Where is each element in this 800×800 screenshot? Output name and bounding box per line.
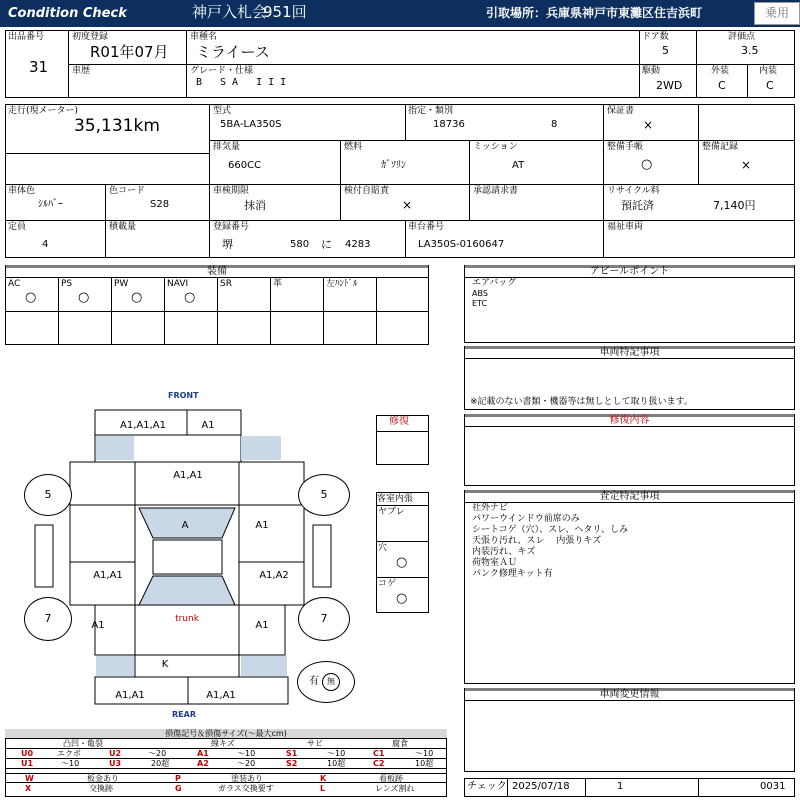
tire-front-right <box>298 474 350 516</box>
equip-label-ps: PS <box>61 279 73 289</box>
legend-desc-u3: 20超 <box>151 759 170 768</box>
auction-name: 神戸入札会 <box>192 3 268 21</box>
legend-cat-dent: 凸凹・亀裂 <box>63 739 103 748</box>
damage-left-front-door: A1,A1 <box>93 570 123 581</box>
legend-code-c2: C2 <box>373 759 385 768</box>
legend-mark-g-desc: ガラス交換要す <box>218 784 274 793</box>
pickup-location: 引取場所：兵庫県神戸市東灘区住吉浜町 <box>486 6 703 20</box>
spare-tire-mark-value: 無 <box>327 677 335 686</box>
repair-title: 修復 <box>389 416 409 427</box>
claim-label: 承認請求書 <box>473 186 519 196</box>
damage-roof: A <box>181 520 189 531</box>
equip-value-navi: ○ <box>184 290 196 305</box>
seats-value: 4 <box>42 239 49 250</box>
exterior-label: 外装 <box>711 66 730 76</box>
front-label: FRONT <box>168 391 199 400</box>
legend-code-u1: U1 <box>21 759 34 768</box>
doors-label: ドア数 <box>642 32 669 42</box>
assessment-line-5: 内装汚れ、キズ <box>472 547 536 557</box>
legend-desc-s1: 〜10 <box>327 749 346 758</box>
legend-desc-u0: エクボ <box>57 749 81 758</box>
special-note: ※記載のない書類・機器等は無しとして取り扱います。 <box>470 397 693 407</box>
damage-bonnet: A1,A1 <box>173 470 203 481</box>
legend-desc-a1: 〜10 <box>237 749 256 758</box>
legend-desc-u1: 〜10 <box>61 759 80 768</box>
grade-label: グレード・仕様 <box>190 66 254 76</box>
color-code-label: 色コード <box>109 186 146 196</box>
check-page: 1 <box>617 781 624 792</box>
special-title: 車両特記事項 <box>599 347 660 358</box>
legend-desc-c1: 〜10 <box>415 749 434 758</box>
exterior-grade: C <box>718 79 726 92</box>
recycle-label: リサイクル料 <box>607 186 660 196</box>
damage-front-left: A1,A1,A1 <box>120 420 166 431</box>
check-label: チェック <box>467 781 507 792</box>
plate-class: 580 <box>290 239 310 250</box>
tire-rear-right <box>298 597 350 641</box>
interior-hole-value: ○ <box>396 555 408 570</box>
model-name-label: 車種名 <box>190 32 218 42</box>
legend-desc-c2: 10超 <box>415 759 434 768</box>
repair-detail-title: 修復内容 <box>609 415 650 426</box>
legend-mark-p: P <box>175 774 181 783</box>
drive-label: 駆動 <box>642 66 661 76</box>
tire-front-left <box>24 474 72 516</box>
interior-burn-value: ○ <box>396 591 408 606</box>
assessment-title: 査定特記事項 <box>599 491 660 502</box>
fuel-value: ｶﾞｿﾘﾝ <box>381 160 406 171</box>
legend-mark-w-desc: 板金あり <box>87 774 119 783</box>
legend-code-s2: S2 <box>286 759 298 768</box>
displacement-value: 660CC <box>228 160 262 171</box>
legend-title-row <box>5 729 447 739</box>
damage-rear-center: K <box>161 659 169 670</box>
tire-rear-left-value: 7 <box>44 612 52 625</box>
color-code: S28 <box>150 199 170 210</box>
legend <box>5 729 447 797</box>
legend-code-u2: U2 <box>109 749 122 758</box>
damage-right-front-door: A1 <box>255 520 269 531</box>
evaluation-score: 3.5 <box>741 44 759 57</box>
equip-label-ac: AC <box>8 279 21 289</box>
score-label: 評価点 <box>728 32 756 42</box>
interior-title: 客室内張 <box>377 494 414 504</box>
insurance-value: × <box>402 198 413 212</box>
equip-value-pw: ○ <box>131 290 143 305</box>
seats-label: 定員 <box>8 222 27 232</box>
warranty-value: × <box>643 118 654 132</box>
legend-code-u0: U0 <box>21 749 34 758</box>
plate-number: 4283 <box>345 239 371 250</box>
check-date: 2025/07/18 <box>512 781 570 792</box>
legend-desc-u2: 〜20 <box>148 749 167 758</box>
fuel-label: 燃料 <box>344 142 363 152</box>
welfare-label: 福祉車両 <box>607 222 644 232</box>
legend-title: 損傷記号＆損傷サイズ(〜最大cm) <box>165 729 287 738</box>
spare-tire-label: 有 <box>309 676 319 687</box>
legend-desc-s2: 10超 <box>327 759 346 768</box>
plate-label: 登録番号 <box>213 222 250 232</box>
equipment-title: 装備 <box>207 266 227 277</box>
legend-cat-rust: サビ <box>307 739 323 748</box>
type-number: 18736 <box>433 119 465 130</box>
interior-grade: C <box>766 79 774 92</box>
category-label: 乗用 <box>764 6 789 20</box>
assessment-line-7: パンク修理キット有 <box>472 569 553 579</box>
legend-mark-p-desc: 塗装あり <box>231 774 263 783</box>
tire-rear-left <box>24 597 72 641</box>
model-name: ミライース <box>196 43 270 61</box>
recycle-amount: 7,140円 <box>713 199 756 212</box>
color-label: 車体色 <box>8 186 36 196</box>
equip-value-ac: ○ <box>25 290 37 305</box>
model-code-label: 型式 <box>213 106 232 116</box>
legend-code-s1: S1 <box>286 749 298 758</box>
damage-rear-left: A1,A1 <box>115 690 145 701</box>
first-registration: R01年07月 <box>90 43 169 61</box>
mileage-label: 走行(現メーター) <box>8 106 79 116</box>
change-box <box>464 700 795 772</box>
rear-label: REAR <box>172 710 196 719</box>
check-number: 0031 <box>760 781 786 792</box>
chassis-label: 車台番号 <box>408 222 445 232</box>
plate-area: 堺 <box>222 238 233 251</box>
body-color: ｼﾙﾊﾞｰ <box>38 199 63 210</box>
inspection-label: 車検期限 <box>213 186 250 196</box>
interior-label: 内装 <box>759 66 778 76</box>
appeal-line-1: エアバッグ <box>472 278 517 288</box>
assessment-line-4: 天張り汚れ、スレ 内張りキズ <box>472 536 602 546</box>
interior-hole-label: 穴 <box>378 543 388 553</box>
spare-tire-mark <box>322 673 340 691</box>
manual-value: ○ <box>641 157 653 172</box>
legend-mark-g: G <box>175 784 182 793</box>
legend-code-c1: C1 <box>373 749 385 758</box>
lot-label: 出品番号 <box>8 32 45 42</box>
damage-left-rear: A1 <box>91 620 105 631</box>
session-number: 951回 <box>263 3 307 21</box>
load-label: 積載量 <box>109 222 137 232</box>
damage-front-right: A1 <box>201 420 215 431</box>
equip-value-ps: ○ <box>78 290 90 305</box>
assessment-line-2: パワーウインドウ前席のみ <box>472 514 580 524</box>
transmission-value: AT <box>512 160 525 171</box>
displacement-label: 排気量 <box>213 142 241 152</box>
legend-mark-l-desc: レンズ割れ <box>375 784 415 793</box>
door-count: 5 <box>662 44 669 57</box>
interior-tear-label: ヤブレ <box>378 507 405 517</box>
lot-number: 31 <box>29 58 49 76</box>
transmission-label: ミッション <box>473 142 518 152</box>
damage-rear-right: A1,A1 <box>206 690 236 701</box>
record-value: × <box>741 158 752 172</box>
legend-mark-w: W <box>25 774 34 783</box>
equip-label-sr: SR <box>220 279 232 289</box>
change-title: 車両変更情報 <box>599 689 660 700</box>
brand-title: Condition Check <box>8 6 127 21</box>
reg-label: 初度登録 <box>72 32 109 42</box>
legend-code-a1: A1 <box>197 749 209 758</box>
repair-detail-box <box>464 426 795 486</box>
header-bar <box>0 0 800 27</box>
legend-cat-scratch: 線キズ <box>211 739 235 748</box>
type-label: 指定・類別 <box>408 106 454 116</box>
damage-right-rear-door: A1,A2 <box>259 570 289 581</box>
legend-mark-x-desc: 交換跡 <box>89 784 113 793</box>
appeal-line-2: ABS <box>472 289 488 298</box>
assessment-line-1: 社外ナビ <box>472 503 509 513</box>
appeal-title: アピールポイント <box>589 266 670 277</box>
mileage-value: 35,131km <box>74 116 160 136</box>
legend-code-a2: A2 <box>197 759 209 768</box>
legend-mark-k: K <box>320 774 327 783</box>
legend-mark-k-desc: 看板跡 <box>379 774 403 783</box>
damage-right-rear: A1 <box>255 620 269 631</box>
warranty-label: 保証書 <box>607 106 635 116</box>
equip-label-leather: 革 <box>273 279 283 289</box>
legend-mark-l: L <box>320 784 326 793</box>
history-label: 車歴 <box>72 66 91 76</box>
inspection-value: 抹消 <box>244 199 266 212</box>
legend-mark-x: X <box>25 784 32 793</box>
assessment-line-6: 荷物室ＡＵ <box>472 558 518 568</box>
equip-label-lhd: 左ﾊﾝﾄﾞﾙ <box>326 279 358 289</box>
tire-front-right-value: 5 <box>320 488 328 501</box>
category-tab <box>754 2 800 25</box>
tire-front-left-value: 5 <box>44 488 52 501</box>
legend-desc-a2: 〜20 <box>237 759 256 768</box>
equip-label-navi: NAVI <box>167 279 189 289</box>
plate-kana: に <box>321 238 332 251</box>
trunk-label: trunk <box>175 614 199 624</box>
drive-type: 2WD <box>656 79 683 92</box>
record-label: 整備記録 <box>702 142 739 152</box>
tire-rear-right-value: 7 <box>320 612 328 625</box>
type-class: 8 <box>551 119 558 130</box>
appeal-line-3: ETC <box>472 299 488 308</box>
recycle-status: 預託済 <box>621 199 654 212</box>
interior-burn-label: コゲ <box>378 579 397 589</box>
manual-label: 整備手帳 <box>607 142 644 152</box>
legend-code-u3: U3 <box>109 759 122 768</box>
model-code: 5BA-LA350S <box>220 119 282 130</box>
insurance-label: 検付自賠責 <box>344 186 390 196</box>
equip-label-pw: PW <box>114 279 129 289</box>
chassis-number: LA350S-0160647 <box>418 239 505 250</box>
legend-cat-corrosion: 腐食 <box>392 739 408 748</box>
grade-value: B SA III <box>196 77 293 88</box>
assessment-line-3: シートコゲ（穴）、スレ、ヘタリ、しみ <box>472 525 628 535</box>
